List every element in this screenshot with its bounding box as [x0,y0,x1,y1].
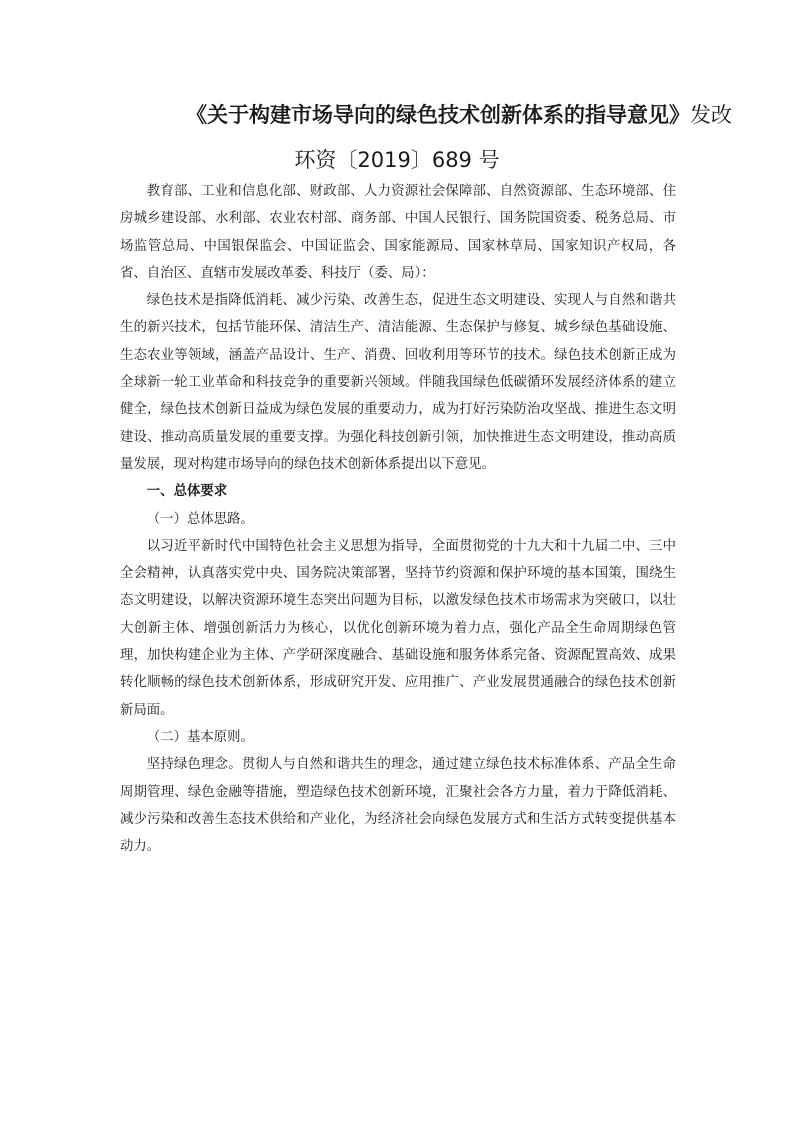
subsection-heading: （二）基本原则。 [146,729,254,745]
subsection-heading: （一）总体思路。 [146,511,254,527]
document-title [186,100,732,130]
title-bold-part: 《关于构建市场导向的绿色技术创新体系的指导意见》 [186,103,690,127]
section-heading: 一、总体要求 [146,484,228,500]
subsection-paragraph: 坚持绿色理念。贯彻人与自然和谐共生的理念，通过建立绿色技术标准体系、产品全生命周期管理、绿色金融等措施，塑造绿色技术创新环境，汇聚社会各方力量，着力于降低消耗、减少污染和改善生态技术供给和产业化，为经济社会向绿色发展方式和生活方式转变提供基本动力。 [120,757,676,855]
recipients-paragraph: 教育部、工业和信息化部、财政部、人力资源社会保障部、自然资源部、生态环境部、住房城乡建设部、水利部、农业农村部、商务部、中国人民银行、国务院国资委、税务总局、市场监管总局、中国银保监会、中国证监会、国家能源局、国家林草局、国家知识产权局，各省、自治区、直辖市发展改革委、科技厅（委、局）： [120,184,676,281]
subsection-paragraph: 以习近平新时代中国特色社会主义思想为指导，全面贯彻党的十九大和十九届二中、三中全会精神，认真落实党中央、国务院决策部署，坚持节约资源和保护环境的基本国策，围绕生态文明建设，以解决资源环境生态突出问题为目标，以激发绿色技术市场需求为突破口，以壮大创新主体、增强创新活力为核心，以优化创新环境为着力点，强化产品全生命周期绿色管理，加快构建企业为主体、产学研深度融合、基础设施和服务体系完备、资源配置高效、成果转化顺畅的绿色技术创新体系，形成研究开发、应用推广、产业发展贯通融合的绿色技术创新新局面。 [120,538,676,718]
intro-paragraph: 绿色技术是指降低消耗、减少污染、改善生态，促进生态文明建设、实现人与自然和谐共生的新兴技术，包括节能环保、清洁生产、清洁能源、生态保护与修复、城乡绿色基础设施、生态农业等领域，涵盖产品设计、生产、消费、回收利用等环节的技术。绿色技术创新正成为全球新一轮工业革命和科技竞争的重要新兴领域。伴随我国绿色低碳循环发展经济体系的建立健全，绿色技术创新日益成为绿色发展的重要动力，成为打好污染防治攻坚战、推进生态文明建设、推动高质量发展的重要支撑。为强化科技创新引领，加快推进生态文明建设，推动高质量发展，现对构建市场导向的绿色技术创新体系提出以下意见。 [120,293,676,472]
title-tail-part: 发改 [690,103,732,127]
document-number: 环资〔2019〕689 号 [294,148,500,172]
document-body [120,178,676,860]
